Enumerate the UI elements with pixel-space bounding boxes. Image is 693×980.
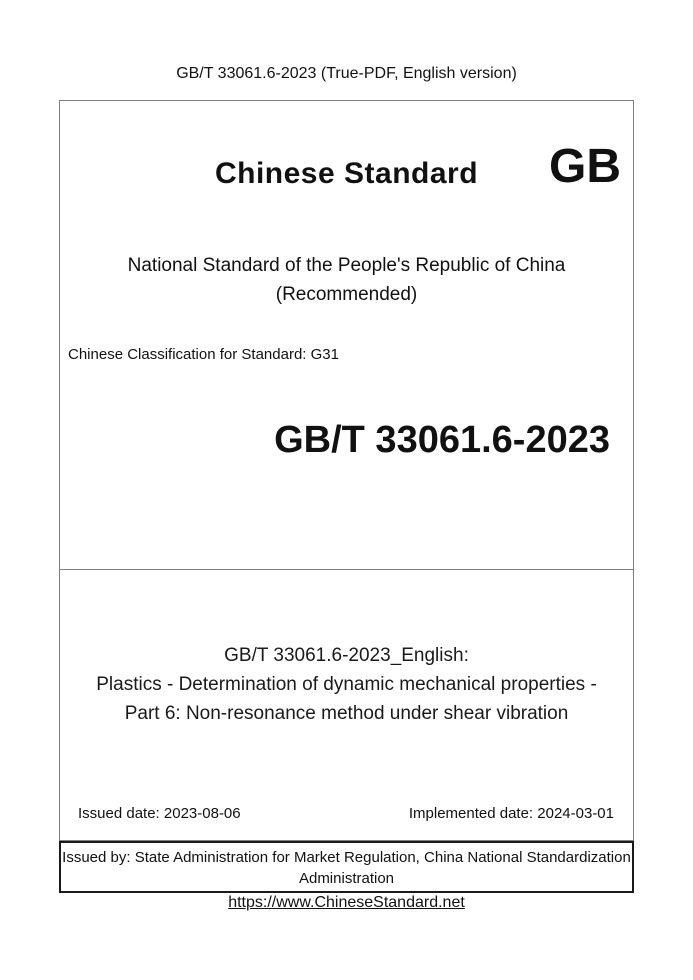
classification-code: Chinese Classification for Standard: G31	[68, 346, 339, 363]
issuer-line1: Issued by: State Administration for Market Regulation, China National Standardization	[62, 849, 631, 866]
gb-logo: GB	[549, 140, 621, 193]
standard-code: GB/T 33061.6-2023	[274, 419, 610, 461]
brand-title: Chinese Standard	[214, 157, 479, 190]
recommended-line: (Recommended)	[275, 284, 418, 305]
issuer-box	[59, 841, 634, 893]
english-title-line2: Plastics - Determination of dynamic mechanical properties -	[96, 674, 597, 695]
implemented-date: Implemented date: 2024-03-01	[408, 805, 614, 822]
website-link[interactable]: https://www.ChineseStandard.net	[228, 894, 465, 911]
page-header-title: GB/T 33061.6-2023 (True-PDF, English version)	[176, 65, 517, 82]
cover-top-section	[60, 101, 633, 570]
national-standard-subtitle	[60, 251, 633, 309]
national-standard-line: National Standard of the People's Republic of China	[127, 255, 566, 276]
english-title-line3: Part 6: Non-resonance method under shear vibration	[124, 703, 569, 724]
english-title-block	[60, 641, 633, 728]
issuer-line2: Administration	[298, 870, 395, 887]
cover-bottom-section	[60, 570, 633, 841]
footer-link-row	[0, 894, 693, 912]
english-title-line1: GB/T 33061.6-2023_English:	[224, 645, 469, 666]
dates-row	[60, 804, 633, 824]
issued-date: Issued date: 2023-08-06	[78, 805, 241, 822]
cover-frame	[59, 100, 634, 841]
